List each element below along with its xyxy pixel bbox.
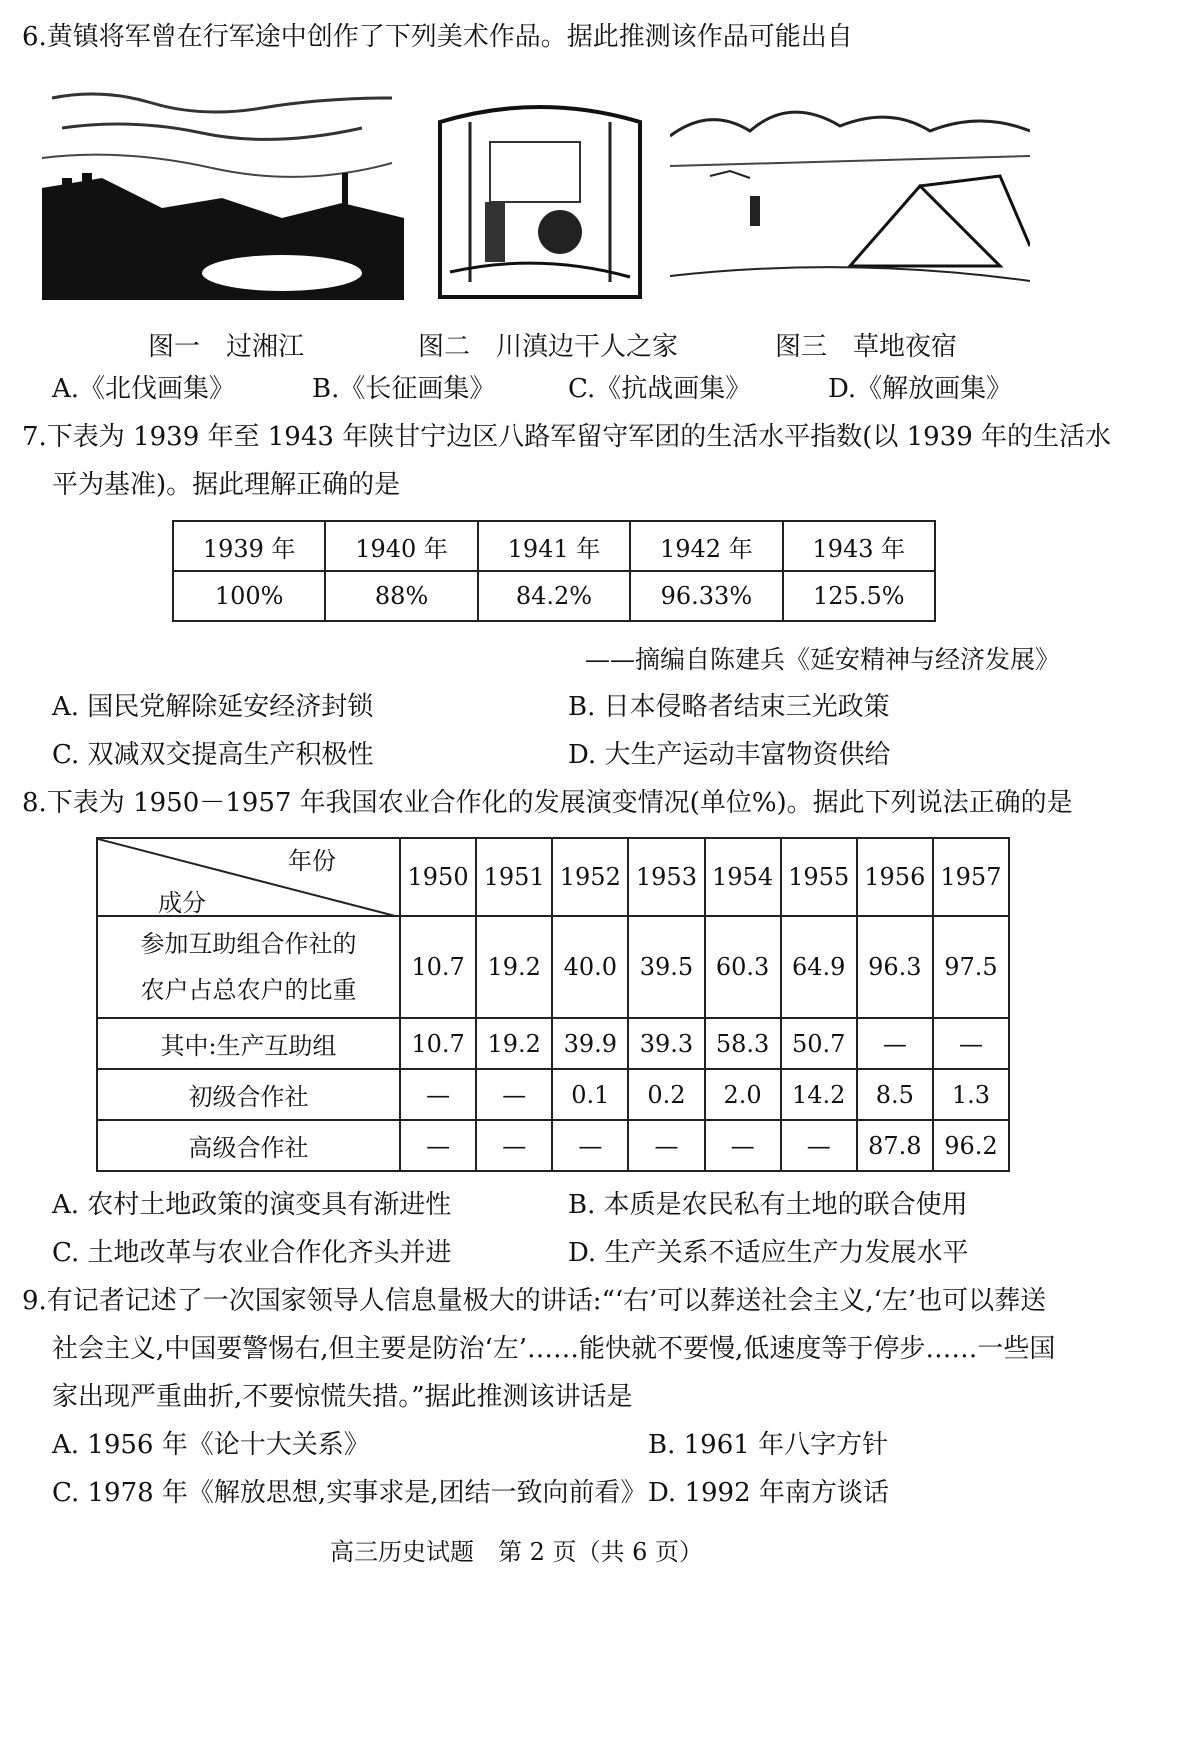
q8-header-diagonal-cell bbox=[97, 838, 400, 916]
q8-value-cell: 64.9 bbox=[781, 916, 857, 1018]
q8-value-cell: 40.0 bbox=[552, 916, 628, 1018]
figure-2-caption: 图二 川滇边干人之家 bbox=[418, 332, 679, 362]
q8-year-cell: 1953 bbox=[628, 838, 704, 916]
q6-option-d[interactable]: D.《解放画集》 bbox=[828, 374, 1013, 404]
q8-value-cell: 8.5 bbox=[857, 1069, 933, 1120]
q7-source: ——摘编自陈建兵《延安精神与经济发展》 bbox=[584, 645, 1060, 674]
q7-year-cell: 1940 年 bbox=[325, 521, 477, 571]
figure-3-image bbox=[670, 76, 1030, 294]
q8-value-cell: — bbox=[628, 1120, 704, 1171]
q8-value-cell: — bbox=[933, 1018, 1009, 1069]
q8-value-cell: — bbox=[476, 1120, 552, 1171]
q6-option-a[interactable]: A.《北伐画集》 bbox=[52, 374, 236, 404]
q7-value-cell: 96.33% bbox=[630, 571, 782, 621]
q8-value-cell: 60.3 bbox=[705, 916, 781, 1018]
q8-row-label: 其中:生产互助组 bbox=[97, 1018, 400, 1069]
q9-option-d[interactable]: D. 1992 年南方谈话 bbox=[648, 1478, 889, 1508]
q7-value-cell: 84.2% bbox=[478, 571, 630, 621]
q7-stem-line-2: 平为基准)。据此理解正确的是 bbox=[52, 470, 401, 500]
q6-option-b[interactable]: B.《长征画集》 bbox=[312, 374, 496, 404]
q7-year-cell: 1939 年 bbox=[173, 521, 325, 571]
q7-option-a[interactable]: A. 国民党解除延安经济封锁 bbox=[52, 692, 374, 722]
q6-stem: 6.黄镇将军曾在行军途中创作了下列美术作品。据此推测该作品可能出自 bbox=[22, 22, 853, 52]
q7-option-c[interactable]: C. 双减双交提高生产积极性 bbox=[52, 740, 374, 770]
q8-value-cell: 50.7 bbox=[781, 1018, 857, 1069]
q7-option-d[interactable]: D. 大生产运动丰富物资供给 bbox=[568, 740, 891, 770]
q8-value-cell: — bbox=[781, 1120, 857, 1171]
q9-option-c[interactable]: C. 1978 年《解放思想,实事求是,团结一致向前看》 bbox=[52, 1478, 647, 1508]
q7-year-cell: 1942 年 bbox=[630, 521, 782, 571]
q8-value-cell: 39.3 bbox=[628, 1018, 704, 1069]
q8-value-cell: 19.2 bbox=[476, 916, 552, 1018]
q8-value-cell: 97.5 bbox=[933, 916, 1009, 1018]
q8-value-cell: 96.3 bbox=[857, 916, 933, 1018]
q8-row-label: 高级合作社 bbox=[97, 1120, 400, 1171]
q8-value-cell: 0.2 bbox=[628, 1069, 704, 1120]
q7-year-cell: 1943 年 bbox=[783, 521, 935, 571]
q7-value-cell: 88% bbox=[325, 571, 477, 621]
figure-2-image bbox=[430, 82, 652, 302]
q8-option-d[interactable]: D. 生产关系不适应生产力发展水平 bbox=[568, 1238, 969, 1268]
q8-year-cell: 1952 bbox=[552, 838, 628, 916]
q7-stem-line-1: 7.下表为 1939 年至 1943 年陕甘宁边区八路军留守军团的生活水平指数(以 1939 年的生活水 bbox=[22, 422, 1112, 452]
q8-value-cell: 19.2 bbox=[476, 1018, 552, 1069]
q8-value-cell: — bbox=[705, 1120, 781, 1171]
q8-year-cell: 1951 bbox=[476, 838, 552, 916]
q8-year-cell: 1957 bbox=[933, 838, 1009, 916]
q9-option-a[interactable]: A. 1956 年《论十大关系》 bbox=[52, 1430, 370, 1460]
q9-stem-line-3: 家出现严重曲折,不要惊慌失措。”据此推测该讲话是 bbox=[52, 1382, 633, 1412]
q8-value-cell: — bbox=[400, 1069, 476, 1120]
q8-value-cell: 87.8 bbox=[857, 1120, 933, 1171]
q8-year-cell: 1950 bbox=[400, 838, 476, 916]
q8-value-cell: 39.5 bbox=[628, 916, 704, 1018]
q6-option-c[interactable]: C.《抗战画集》 bbox=[568, 374, 752, 404]
q7-table bbox=[172, 520, 936, 622]
q8-value-cell: 58.3 bbox=[705, 1018, 781, 1069]
q7-value-cell: 100% bbox=[173, 571, 325, 621]
q8-value-cell: — bbox=[476, 1069, 552, 1120]
q7-value-cell: 125.5% bbox=[783, 571, 935, 621]
q8-value-cell: 14.2 bbox=[781, 1069, 857, 1120]
q8-table bbox=[96, 837, 1010, 1172]
q8-row-label-line-1: 参加互助组合作社的 bbox=[140, 930, 357, 958]
page-footer: 高三历史试题 第 2 页（共 6 页） bbox=[330, 1538, 704, 1566]
q8-stem: 8.下表为 1950－1957 年我国农业合作化的发展演变情况(单位%)。据此下列说法正确的是 bbox=[22, 788, 1073, 818]
figure-1-caption: 图一 过湘江 bbox=[148, 332, 305, 362]
q8-value-cell: 1.3 bbox=[933, 1069, 1009, 1120]
q9-stem-line-1: 9.有记者记述了一次国家领导人信息量极大的讲话:“‘右’可以葬送社会主义,‘左’也可以葬送 bbox=[22, 1286, 1047, 1316]
q8-value-cell: 0.1 bbox=[552, 1069, 628, 1120]
q8-header-component-label: 成分 bbox=[158, 889, 206, 917]
q8-row-label-line-2: 农户占总农户的比重 bbox=[140, 976, 357, 1004]
q8-value-cell: 10.7 bbox=[400, 1018, 476, 1069]
q8-value-cell: — bbox=[857, 1018, 933, 1069]
q8-year-cell: 1954 bbox=[705, 838, 781, 916]
q8-header-year-label: 年份 bbox=[288, 847, 336, 875]
q8-option-b[interactable]: B. 本质是农民私有土地的联合使用 bbox=[568, 1190, 968, 1220]
q8-value-cell: — bbox=[400, 1120, 476, 1171]
q8-option-c[interactable]: C. 土地改革与农业合作化齐头并进 bbox=[52, 1238, 452, 1268]
q8-value-cell: 39.9 bbox=[552, 1018, 628, 1069]
q8-option-a[interactable]: A. 农村土地政策的演变具有渐进性 bbox=[52, 1190, 452, 1220]
q8-value-cell: — bbox=[552, 1120, 628, 1171]
q8-value-cell: 2.0 bbox=[705, 1069, 781, 1120]
q9-option-b[interactable]: B. 1961 年八字方针 bbox=[648, 1430, 889, 1460]
q8-year-cell: 1956 bbox=[857, 838, 933, 916]
q9-stem-line-2: 社会主义,中国要警惕右,但主要是防治‘左’……能快就不要慢,低速度等于停步……一些国 bbox=[52, 1334, 1056, 1364]
q8-value-cell: 96.2 bbox=[933, 1120, 1009, 1171]
figure-1-image bbox=[42, 78, 404, 300]
q8-year-cell: 1955 bbox=[781, 838, 857, 916]
figure-3-caption: 图三 草地夜宿 bbox=[775, 332, 958, 362]
q7-option-b[interactable]: B. 日本侵略者结束三光政策 bbox=[568, 692, 890, 722]
q8-row-label bbox=[97, 916, 400, 1018]
q8-row-label: 初级合作社 bbox=[97, 1069, 400, 1120]
q8-value-cell: 10.7 bbox=[400, 916, 476, 1018]
q7-year-cell: 1941 年 bbox=[478, 521, 630, 571]
